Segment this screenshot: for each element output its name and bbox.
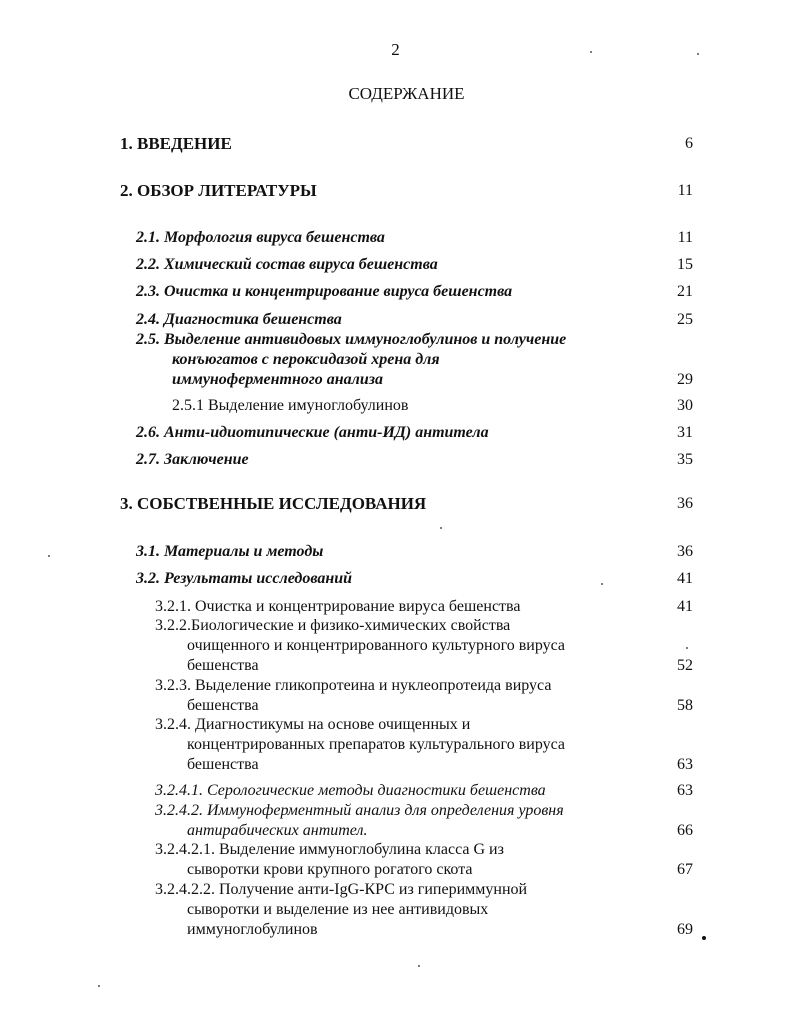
toc-page: 58: [677, 697, 693, 714]
toc-heading-literature: 2. ОБЗОР ЛИТЕРАТУРЫ: [120, 181, 317, 200]
toc-page: 67: [677, 861, 693, 878]
toc-page: 29: [677, 371, 693, 388]
toc-page: 25: [677, 311, 693, 328]
toc-page: 11: [677, 229, 693, 246]
scan-speck: [418, 965, 420, 967]
toc-subitem-cont: концентрированных препаратов культурального вируса: [187, 736, 566, 753]
toc-subitem: 3.2.4.2.2. Получение анти-IgG-КРС из гипериммунной: [155, 881, 528, 898]
toc-item: 2.6. Анти-идиотипические (анти-ИД) антитела: [136, 424, 489, 441]
toc-page: 11: [677, 182, 693, 199]
toc-subitem-cont: антирабических антител.: [187, 822, 368, 839]
toc-item: 2.3. Очистка и концентрирование вируса бешенства: [136, 283, 513, 300]
toc-item-cont: конъюгатов с пероксидазой хрена для: [172, 351, 440, 368]
toc-page: 30: [677, 397, 693, 414]
toc-page: 35: [677, 451, 693, 468]
toc-subitem-cont: очищенного и концентрированного культурного вируса: [187, 637, 566, 654]
toc-page: 66: [677, 822, 693, 839]
toc-page: 63: [677, 782, 693, 799]
scan-speck: [590, 51, 592, 53]
toc-item: 2.1. Морфология вируса бешенства: [136, 229, 385, 246]
scan-speck: [686, 647, 688, 649]
scan-speck: [702, 936, 706, 940]
toc-page: 41: [677, 598, 693, 615]
toc-page: 6: [685, 135, 693, 152]
scan-speck: [440, 527, 442, 529]
toc-item: 2.4. Диагностика бешенства: [136, 311, 342, 328]
toc-page: 36: [677, 495, 693, 512]
toc-page: 63: [677, 756, 693, 773]
toc-page: 41: [677, 570, 693, 587]
toc-subitem-cont: бешенства: [187, 657, 259, 674]
toc-subitem-cont: иммуноглобулинов: [187, 921, 318, 938]
toc-subitem: 3.2.4. Диагностикумы на основе очищенных и: [155, 716, 471, 733]
toc-item: 3.2. Результаты исследований: [136, 570, 353, 587]
toc-page: 52: [677, 657, 693, 674]
toc-page: 36: [677, 543, 693, 560]
toc-subitem: 3.2.4.2.1. Выделение иммуноглобулина класса G из: [155, 841, 504, 858]
toc-page: 69: [677, 921, 693, 938]
toc-heading-research: 3. СОБСТВЕННЫЕ ИССЛЕДОВАНИЯ: [120, 494, 427, 513]
toc-subitem: 3.2.4.1. Серологические методы диагностики бешенства: [155, 782, 546, 799]
toc-subitem: 3.2.1. Очистка и концентрирование вируса бешенства: [155, 598, 521, 615]
toc-item-cont: иммуноферментного анализа: [172, 371, 383, 388]
page-number: 2: [391, 40, 400, 59]
scan-speck: [697, 53, 699, 55]
toc-subitem: 3.2.2.Биологические и физико-химических свойства: [155, 617, 511, 634]
toc-subitem-cont: сыворотки и выделение из нее антивидовых: [187, 901, 489, 918]
toc-subitem-cont: сыворотки крови крупного рогатого скота: [187, 861, 473, 878]
toc-page: 31: [677, 424, 693, 441]
toc-subitem-cont: бешенства: [187, 697, 259, 714]
toc-subitem: 3.2.4.2. Иммуноферментный анализ для определения уровня: [155, 802, 564, 819]
toc-page: 21: [677, 283, 693, 300]
toc-item: 3.1. Материалы и методы: [136, 543, 324, 560]
toc-item: 2.7. Заключение: [136, 451, 249, 468]
scan-speck: [98, 985, 100, 987]
toc-item: 2.5. Выделение антивидовых иммуноглобулинов и получение: [136, 331, 567, 348]
scan-speck: [601, 583, 603, 585]
scan-speck: [48, 555, 50, 557]
page-title: СОДЕРЖАНИЕ: [348, 84, 465, 103]
toc-subitem-cont: бешенства: [187, 756, 259, 773]
toc-subitem: 3.2.3. Выделение гликопротеина и нуклеопротеида вируса: [155, 677, 552, 694]
toc-item: 2.2. Химический состав вируса бешенства: [136, 256, 438, 273]
toc-page: 15: [677, 256, 693, 273]
toc-heading-introduction: 1. ВВЕДЕНИЕ: [120, 134, 232, 153]
toc-subitem: 2.5.1 Выделение имуноглобулинов: [172, 397, 409, 414]
